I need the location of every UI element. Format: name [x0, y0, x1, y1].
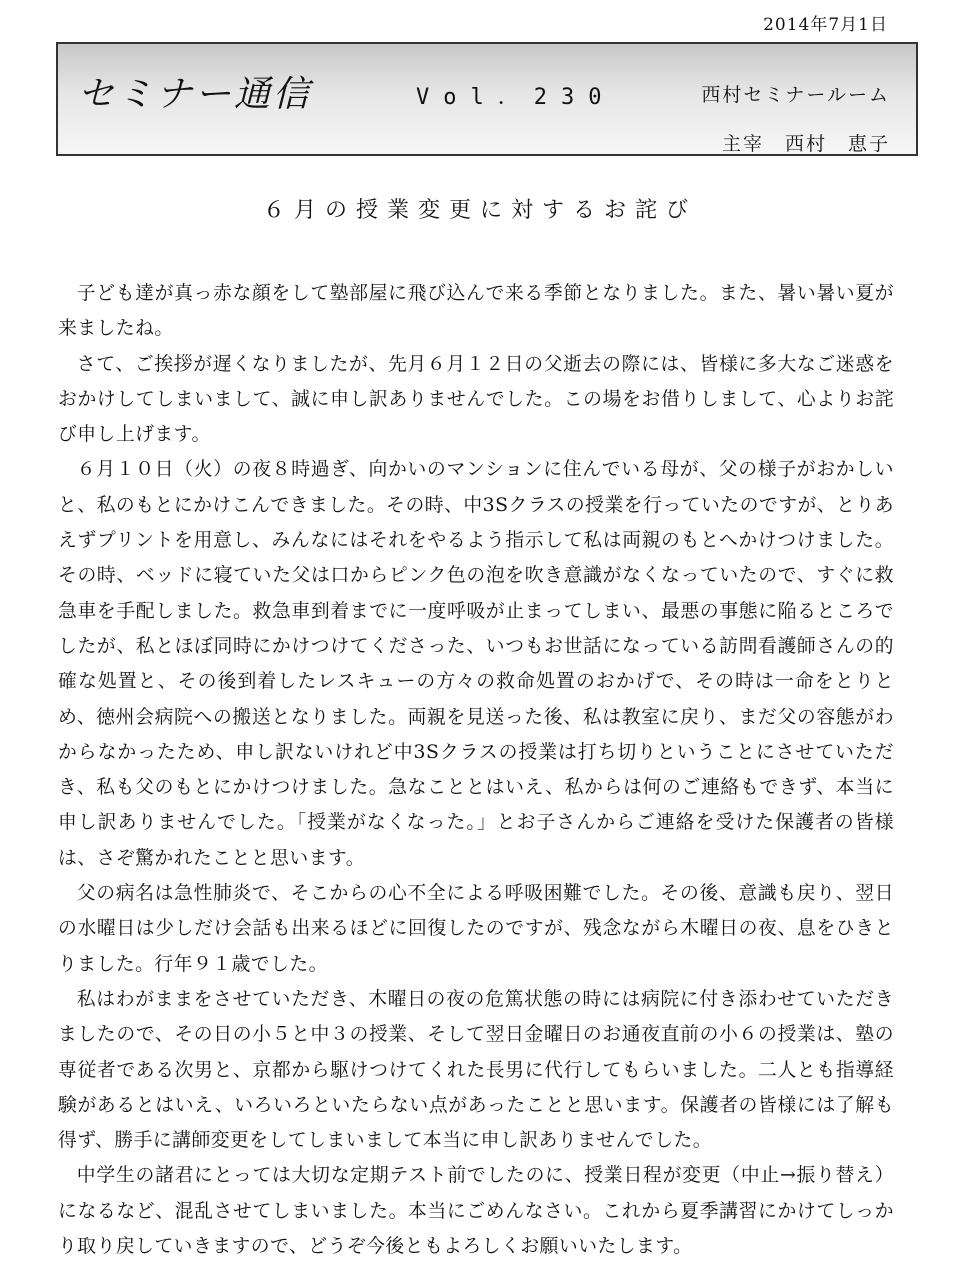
paragraph-incident: ６月１０日（火）の夜８時過ぎ、向かいのマンションに住んでいる母が、父の様子がおかしいと、私のもとにかけこんできました。その時、中3Sクラスの授業を行っていたのですが、とりあえずプリントを用意し、みんなにはそれをやるよう指示して私は両親のもとへかけつけました。その時、ベッドに寝ていた父は口からピンク色の泡を吹き意識がなくなっていたので、すぐに救急車を手配しました。救急車到着までに一度呼吸が止まってしまい、最悪の事態に陥るところでしたが、私とほぼ同時にかけつけてくださった、いつもお世話になっている訪問看護師さんの的確な処置と、その後到着したレスキューの方々の救命処置のおかげで、その時は一命をとりとめ、徳州会病院への搬送となりました。両親を見送った後、私は教室に戻り、まだ父の容態がわからなかったため、申し訳ないけれど中3Sクラスの授業は打ち切りということにさせていただき、私も父のもとにかけつけました。急なこととはいえ、私からは何のご連絡もできず、本当に申し訳ありませんでした。「授業がなくなった。」とお子さんからご連絡を受けた保護者の皆様は、さぞ驚かれたことと思います。	[58, 459, 894, 869]
article-body	[58, 276, 894, 1264]
volume-number: Vol．230	[416, 85, 616, 110]
paragraph-greeting: 子ども達が真っ赤な顔をして塾部屋に飛び込んで来る季節となりました。また、暑い暑い夏が来ましたね。	[58, 283, 894, 340]
author-name: 主宰 西村 恵子	[721, 133, 890, 155]
masthead	[56, 42, 918, 156]
paragraph-illness: 父の病名は急性肺炎で、そこからの心不全による呼吸困難でした。その後、意識も戻り、翌日の水曜日は少しだけ会話も出来るほどに回復したのですが、残念ながら木曜日の夜、息をひきとりました。行年９１歳でした。	[58, 883, 894, 975]
paragraph-closing: 中学生の諸君にとっては大切な定期テスト前でしたのに、授業日程が変更（中止→振り替え）になるなど、混乱させてしまいました。本当にごめんなさい。これから夏季講習にかけてしっかり取り戻していきますので、どうぞ今後ともよろしくお願いいたします。	[58, 1165, 894, 1258]
issue-date: 2014年7月1日	[763, 15, 888, 35]
paragraph-substitutes: 私はわがままをさせていただき、木曜日の夜の危篤状態の時には病院に付き添わせていただきましたので、その日の小５と中３の授業、そして翌日金曜日のお通夜直前の小６の授業は、塾の専従者である次男と、京都から駆けつけてくれた長男に代行してもらいました。二人とも指導経験があるとはいえ、いろいろといたらない点があったことと思います。保護者の皆様には了解も得ず、勝手に講師変更をしてしまいまして本当に申し訳ありませんでした。	[58, 988, 894, 1152]
paragraph-apology: さて、ご挨拶が遅くなりましたが、先月６月１２日の父逝去の際には、皆様に多大なご迷惑をおかけしてしまいまして、誠に申し訳ありませんでした。この場をお借りしまして、心よりお詫び申し上げます。	[58, 353, 894, 446]
newsletter-title: セミナー通信	[78, 74, 313, 115]
article-subject: ６月の授業変更に対するお詫び	[262, 198, 697, 223]
organization-name: 西村セミナールーム	[701, 84, 890, 106]
